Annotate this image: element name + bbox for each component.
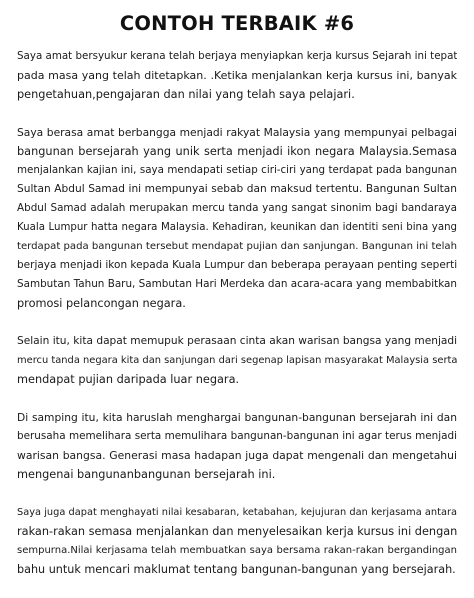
paragraph-4 [17,408,457,484]
text-line: terdapat pada bangunan tersebut mendapat pujian dan sanjungan. Bangunan ini telah [17,241,457,252]
text-line: sempurna.Nilai kerjasama telah membuatkan saya bersama rakan-rakan bergandingan [17,545,457,556]
text-line: mercu tanda negara kita dan sanjungan dari segenap lapisan masyarakat Malaysia serta [17,355,457,366]
paragraph-3 [17,332,457,389]
paragraph-2 [17,123,457,313]
document-title: CONTOH TERBAIK #6 [119,12,355,35]
text-line: Abdul Samad adalah merupakan mercu tanda yang sangat sinonim bagi bandaraya [17,202,457,214]
text-line: Saya juga dapat menghayati nilai kesabaran, ketabahan, kejujuran dan kerjasama antara [17,507,457,518]
text-line: warisan bangsa. Generasi masa hadapan juga dapat mengenali dan mengetahui [17,449,457,462]
text-line: berjaya menjadi ikon kepada Kuala Lumpur dan beberapa perayaan penting seperti [17,259,457,271]
text-line: pada masa yang telah ditetapkan. .Ketika menjalankan kerja kursus ini, banyak [17,69,457,82]
paragraph-1 [17,47,457,104]
text-line: Selain itu, kita dapat memupuk perasaan cinta akan warisan bangsa yang menjadi [17,335,457,347]
text-line: Sambutan Tahun Baru, Sambutan Hari Merdeka dan acara-acara yang membabitkan [17,278,457,290]
text-line: rakan-rakan semasa menjalankan dan menyelesaikan kerja kursus ini dengan [17,525,457,538]
text-line: mengenai bangunanbangunan bersejarah ini. [17,468,276,481]
text-line: promosi pelancongan negara. [17,297,186,310]
text-line: berusaha memelihara serta memulihara bangunan-bangunan ini agar terus menjadi [17,430,457,442]
text-line: bahu untuk mencari maklumat tentang bangunan-bangunan yang bersejarah. [17,563,456,576]
text-line: pengetahuan,pengajaran dan nilai yang telah saya pelajari. [17,88,355,101]
text-line: Saya berasa amat berbangga menjadi rakyat Malaysia yang mempunyai pelbagai [17,126,457,139]
document-body [17,47,457,598]
text-line: menjalankan kajian ini, saya mendapati setiap ciri-ciri yang terdapat pada bangunan [17,164,457,176]
text-line: Kuala Lumpur hatta negara Malaysia. Kehadiran, keunikan dan identiti seni bina yang [17,222,457,233]
text-line: Saya amat bersyukur kerana telah berjaya menyiapkan kerja kursus Sejarah ini tepat [17,50,457,62]
paragraph-5 [17,503,457,579]
text-line: mendapat pujian daripada luar negara. [17,373,240,386]
text-line: bangunan bersejarah yang unik serta menjadi ikon negara Malaysia.Semasa [17,145,457,158]
text-line: Sultan Abdul Samad ini mempunyai sebab dan maksud tertentu. Bangunan Sultan [17,183,457,195]
text-line: Di samping itu, kita haruslah menghargai bangunan-bangunan bersejarah ini dan [17,411,457,424]
